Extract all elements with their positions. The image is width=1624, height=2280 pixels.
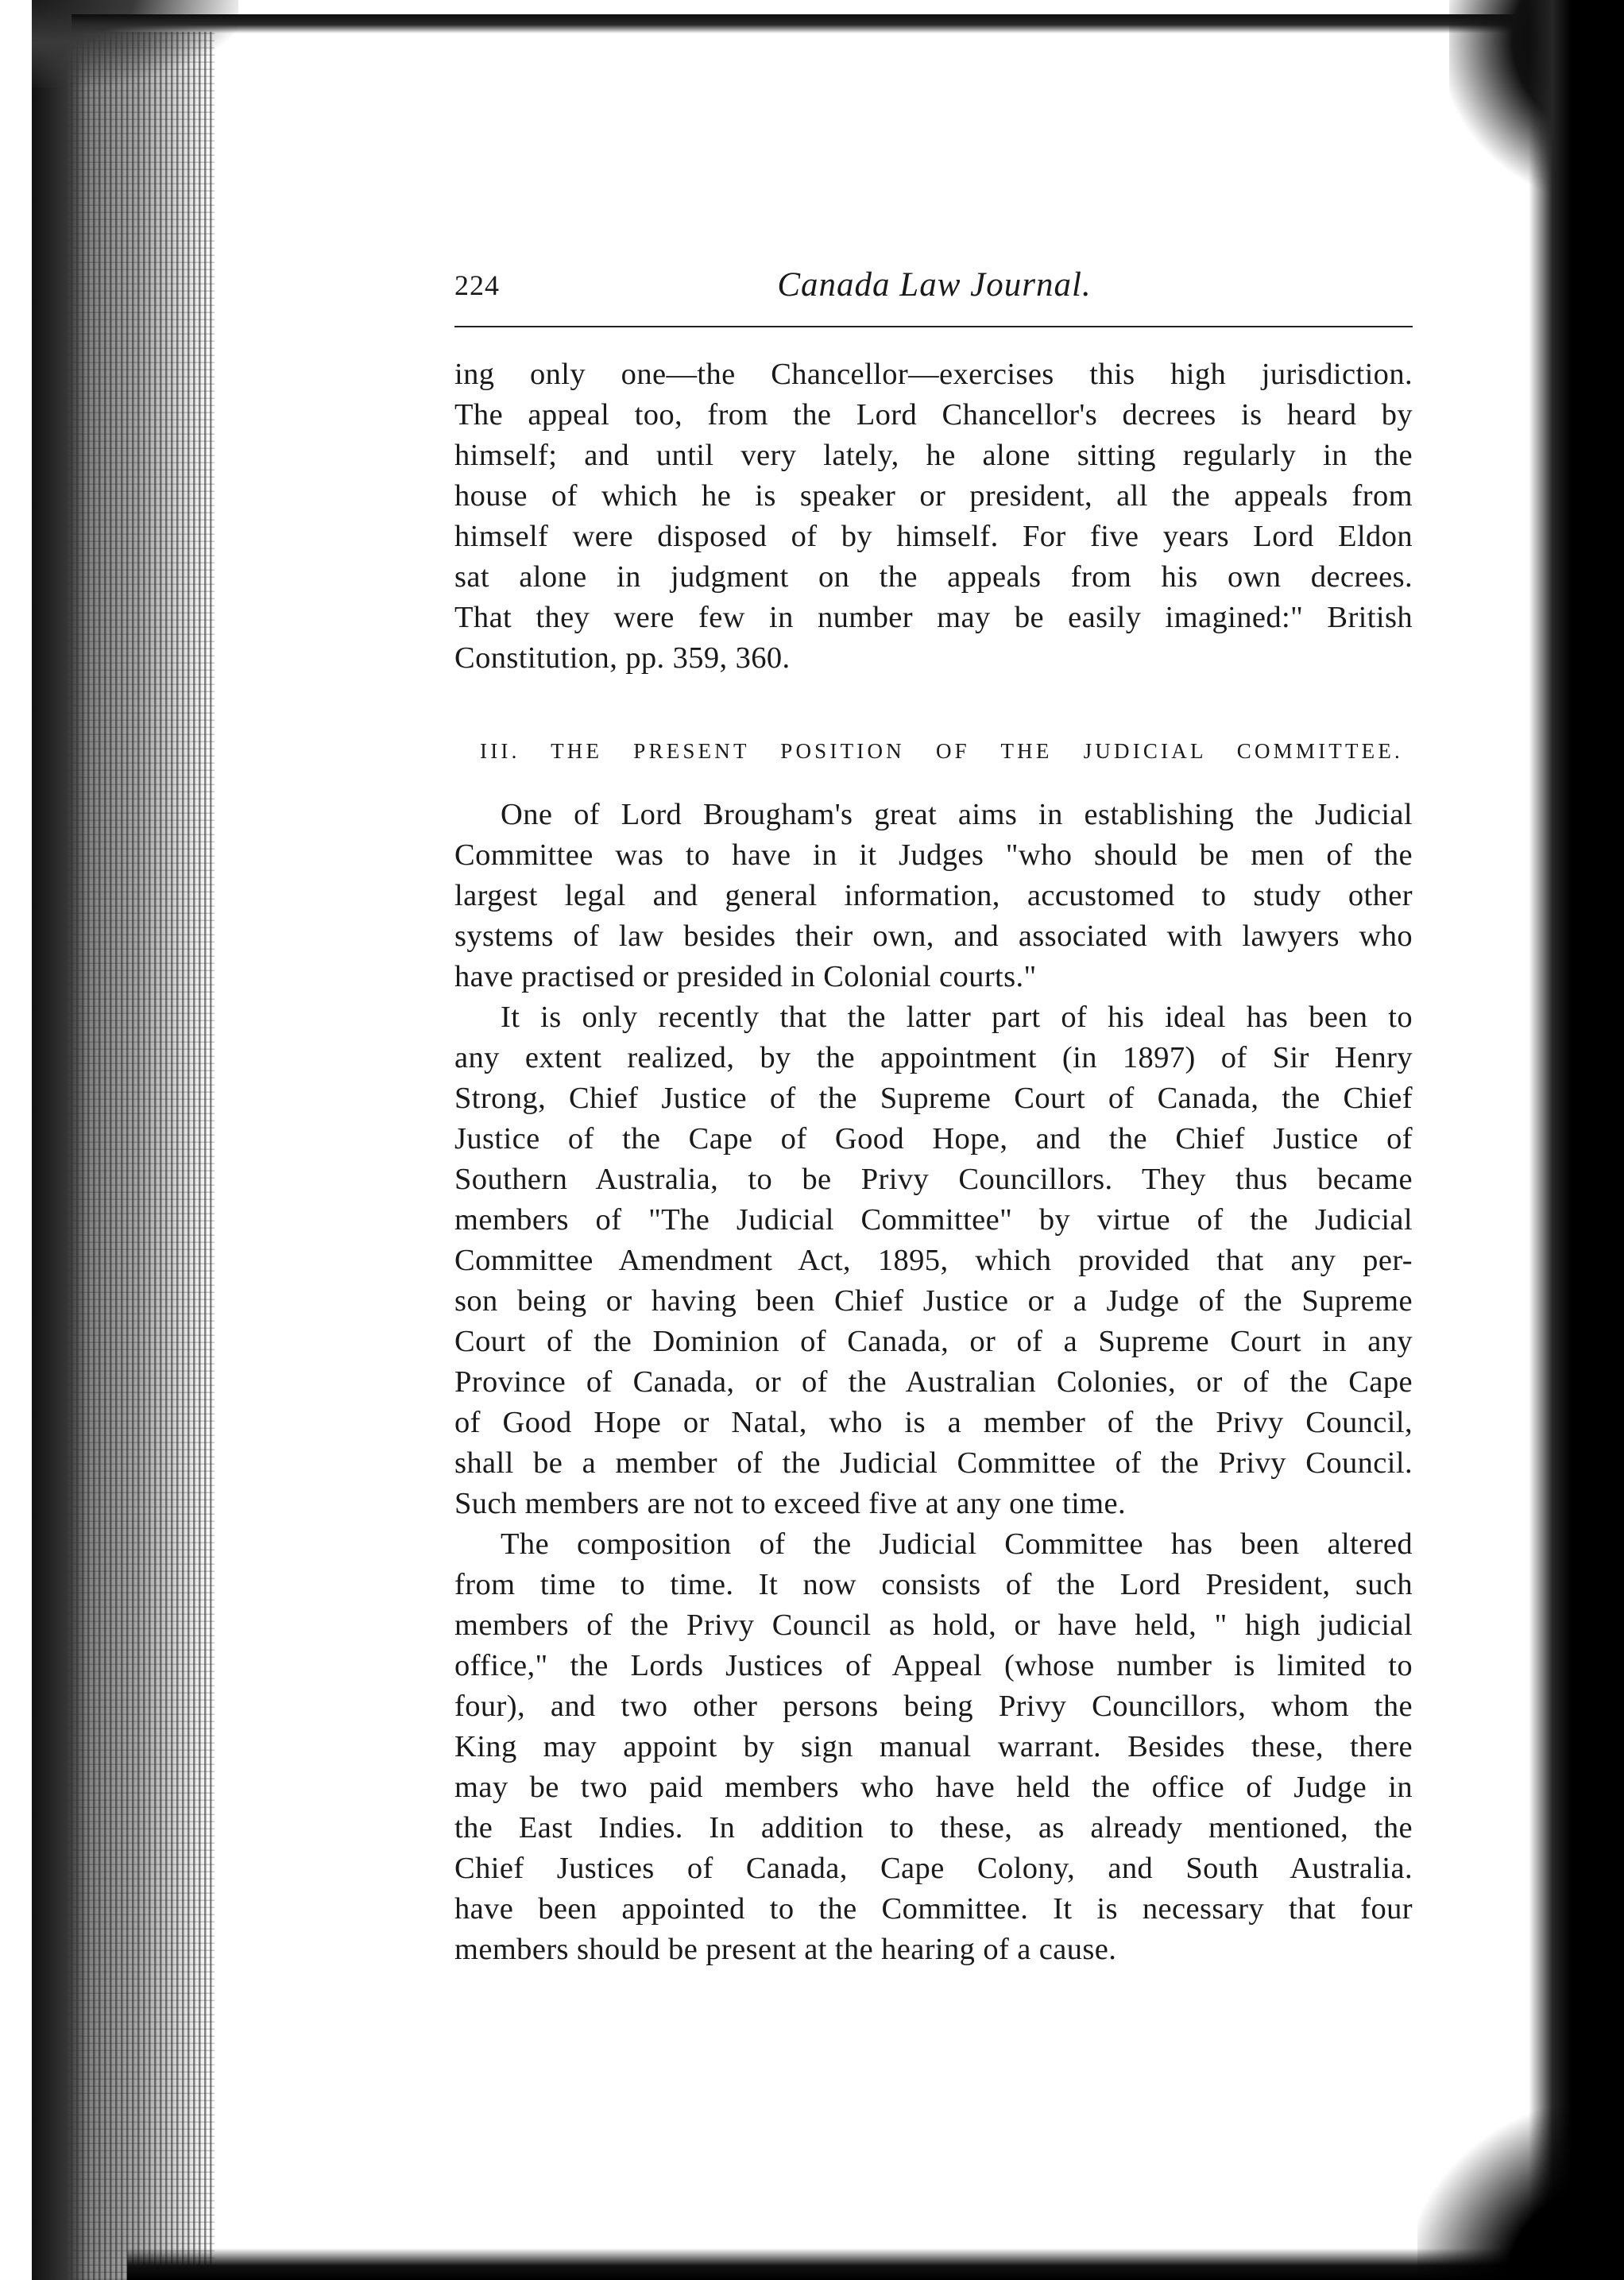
text-line: Strong, Chief Justice of the Supreme Court of Canada, the Chief	[454, 1082, 1413, 1115]
page-number: 224	[454, 269, 500, 301]
text-line: house of which he is speaker or president, all the appeals from	[454, 479, 1413, 513]
text-line: the East Indies. In addition to these, as already mentioned, the	[454, 1811, 1413, 1845]
book-gutter-edge	[32, 32, 87, 2280]
text-line: Such members are not to exceed five at any one time.	[454, 1487, 1127, 1520]
text-line: King may appoint by sign manual warrant. Besides these, there	[454, 1730, 1413, 1763]
text-line: Chief Justices of Canada, Cape Colony, and South Australia.	[454, 1852, 1413, 1885]
text-line: It is only recently that the latter part of his ideal has been to	[501, 1001, 1413, 1034]
text-line: One of Lord Brougham's great aims in establishing the Judicial	[501, 798, 1413, 831]
text-line: have been appointed to the Committee. It is necessary that four	[454, 1892, 1413, 1926]
top-edge-shadow	[72, 14, 1565, 33]
text-line: The appeal too, from the Lord Chancellor's decrees is heard by	[454, 398, 1413, 432]
paragraph-brougham-aims	[454, 795, 1413, 997]
section-heading: III. THE PRESENT POSITION OF THE JUDICIAL COMMITTEE.	[480, 739, 1403, 763]
right-edge-shadow	[1529, 0, 1624, 2280]
text-line: ing only one—the Chancellor—exercises this high jurisdiction.	[454, 358, 1413, 391]
header-rule	[454, 326, 1413, 327]
top-left-corner-shadow	[32, 0, 238, 87]
text-line: Court of the Dominion of Canada, or of a Supreme Court in any	[454, 1325, 1413, 1358]
continuation-paragraph	[454, 354, 1413, 679]
text-line: son being or having been Chief Justice or a Judge of the Supreme	[454, 1284, 1413, 1318]
running-head	[454, 266, 1414, 324]
text-line: The composition of the Judicial Committee has been altered	[501, 1527, 1413, 1561]
text-line: may be two paid members who have held the office of Judge in	[454, 1771, 1413, 1804]
bottom-edge-shadow	[127, 2248, 1624, 2280]
text-line: have practised or presided in Colonial courts."	[454, 960, 1037, 993]
text-line: Southern Australia, to be Privy Councillors. They thus became	[454, 1163, 1413, 1196]
text-line: himself; and until very lately, he alone sitting regularly in the	[454, 439, 1413, 472]
journal-title: Canada Law Journal.	[777, 266, 1092, 304]
text-line: office," the Lords Justices of Appeal (whose number is limited to	[454, 1649, 1413, 1682]
text-line: sat alone in judgment on the appeals from his own decrees.	[454, 560, 1413, 594]
text-line: Committee was to have in it Judges "who should be men of the	[454, 838, 1413, 872]
bottom-right-corner-shadow	[1417, 2105, 1624, 2280]
paragraph-committee-composition	[454, 1524, 1413, 1970]
text-line: Constitution, pp. 359, 360.	[454, 641, 791, 675]
text-line: shall be a member of the Judicial Committee of the Privy Council.	[454, 1446, 1413, 1480]
text-line: Province of Canada, or of the Australian Colonies, or of the Cape	[454, 1365, 1413, 1399]
text-line: Committee Amendment Act, 1895, which provided that any per-	[454, 1244, 1413, 1277]
text-line: That they were few in number may be easily imagined:" British	[454, 601, 1413, 634]
text-line: of Good Hope or Natal, who is a member of the Privy Council,	[454, 1406, 1413, 1439]
text-line: four), and two other persons being Privy Councillors, whom the	[454, 1690, 1413, 1723]
text-line: himself were disposed of by himself. For five years Lord Eldon	[454, 520, 1413, 553]
text-line: systems of law besides their own, and associated with lawyers who	[454, 919, 1413, 953]
text-line: members of "The Judicial Committee" by virtue of the Judicial	[454, 1203, 1413, 1237]
text-line: Justice of the Cape of Good Hope, and the Chief Justice of	[454, 1122, 1413, 1155]
text-line: members should be present at the hearing of a cause.	[454, 1933, 1117, 1966]
text-line: any extent realized, by the appointment (in 1897) of Sir Henry	[454, 1041, 1413, 1074]
text-line: members of the Privy Council as hold, or have held, " high judicial	[454, 1608, 1413, 1642]
text-line: from time to time. It now consists of the Lord President, such	[454, 1568, 1413, 1601]
text-line: largest legal and general information, accustomed to study other	[454, 879, 1413, 912]
paragraph-recent-appointments	[454, 997, 1413, 1524]
